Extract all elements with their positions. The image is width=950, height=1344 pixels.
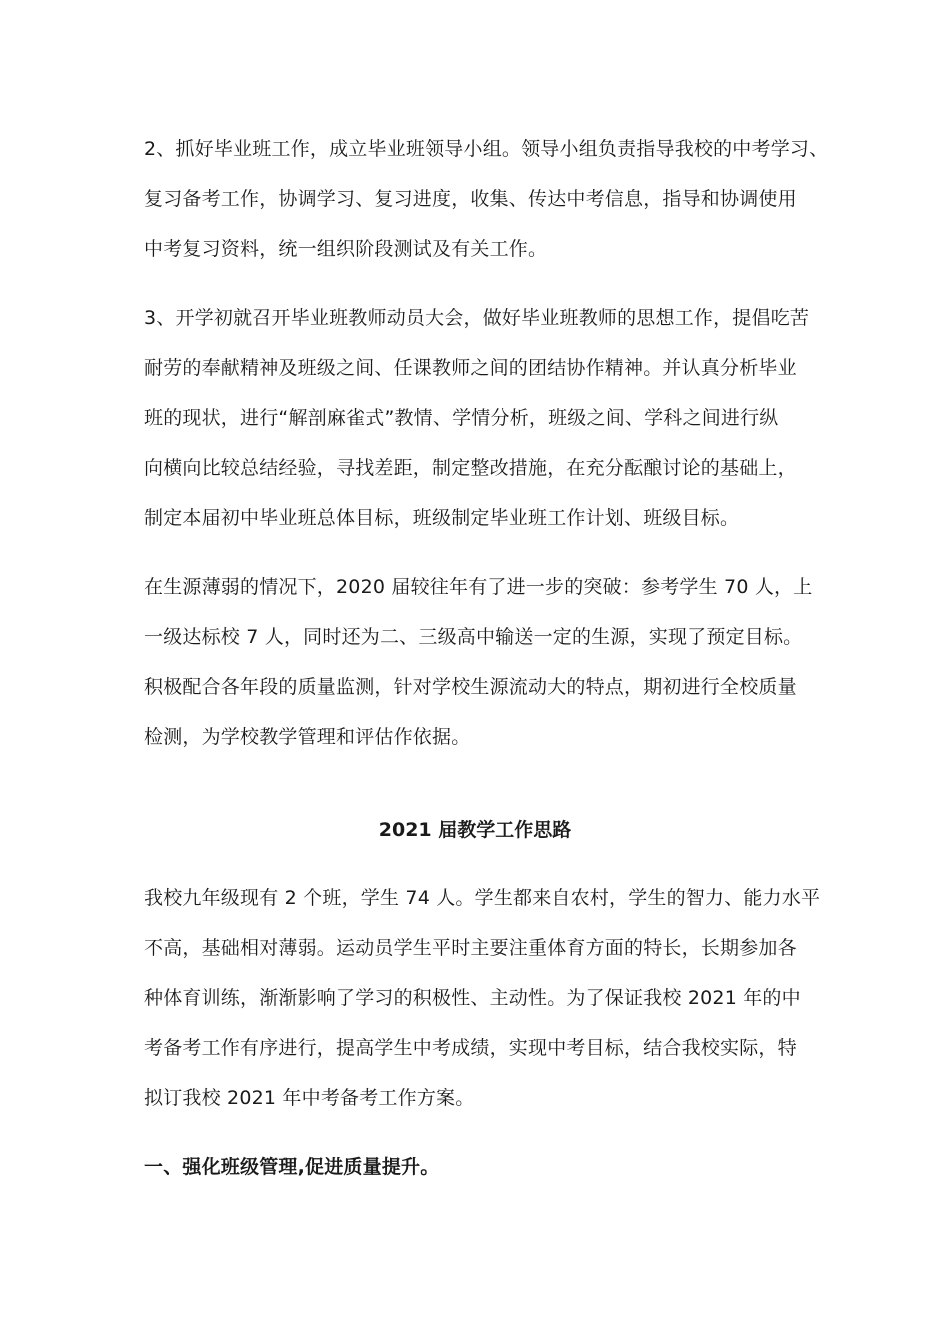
paragraph-5-line-3: 种体育训练，渐渐影响了学习的积极性、主动性。为了保证我校 2021 年的中 xyxy=(144,987,801,1009)
paragraph-3-line-3: 班的现状，进行“解剖麻雀式”教情、学情分析，班级之间、学科之间进行纵 xyxy=(144,407,779,429)
paragraph-4-line-2: 一级达标校 7 人，同时还为二、三级高中输送一定的生源，实现了预定目标。 xyxy=(144,626,803,648)
paragraph-2-line-2: 复习备考工作，协调学习、复习进度，收集、传达中考信息，指导和协调使用 xyxy=(144,188,797,210)
paragraph-4-line-1: 在生源薄弱的情况下，2020 届较往年有了进一步的突破：参考学生 70 人，上 xyxy=(144,576,813,598)
paragraph-5-line-4: 考备考工作有序进行，提高学生中考成绩，实现中考目标，结合我校实际，特 xyxy=(144,1037,797,1059)
paragraph-2-line-1: 2、抓好毕业班工作，成立毕业班领导小组。领导小组负责指导我校的中考学习、 xyxy=(144,138,829,160)
paragraph-4-line-4: 检测，为学校教学管理和评估作依据。 xyxy=(144,726,471,748)
paragraph-4-line-3: 积极配合各年段的质量监测，针对学校生源流动大的特点，期初进行全校质量 xyxy=(144,676,797,698)
paragraph-3-line-4: 向横向比较总结经验，寻找差距，制定整改措施，在充分酝酿讨论的基础上， xyxy=(144,457,797,479)
paragraph-3-line-2: 耐劳的奉献精神及班级之间、任课教师之间的团结协作精神。并认真分析毕业 xyxy=(144,357,797,379)
section-title: 2021 届教学工作思路 xyxy=(378,819,572,841)
paragraph-5-line-5: 拟订我校 2021 年中考备考工作方案。 xyxy=(144,1087,475,1109)
section-1-heading: 一、强化班级管理,促进质量提升。 xyxy=(144,1156,440,1178)
paragraph-5-line-1: 我校九年级现有 2 个班，学生 74 人。学生都来自农村，学生的智力、能力水平 xyxy=(144,887,821,909)
paragraph-5-line-2: 不高，基础相对薄弱。运动员学生平时主要注重体育方面的特长，长期参加各 xyxy=(144,937,797,959)
paragraph-3-line-1: 3、开学初就召开毕业班教师动员大会，做好毕业班教师的思想工作，提倡吃苦 xyxy=(144,307,810,329)
paragraph-2-line-3: 中考复习资料，统一组织阶段测试及有关工作。 xyxy=(144,238,548,260)
paragraph-3-line-5: 制定本届初中毕业班总体目标，班级制定毕业班工作计划、班级目标。 xyxy=(144,507,740,529)
